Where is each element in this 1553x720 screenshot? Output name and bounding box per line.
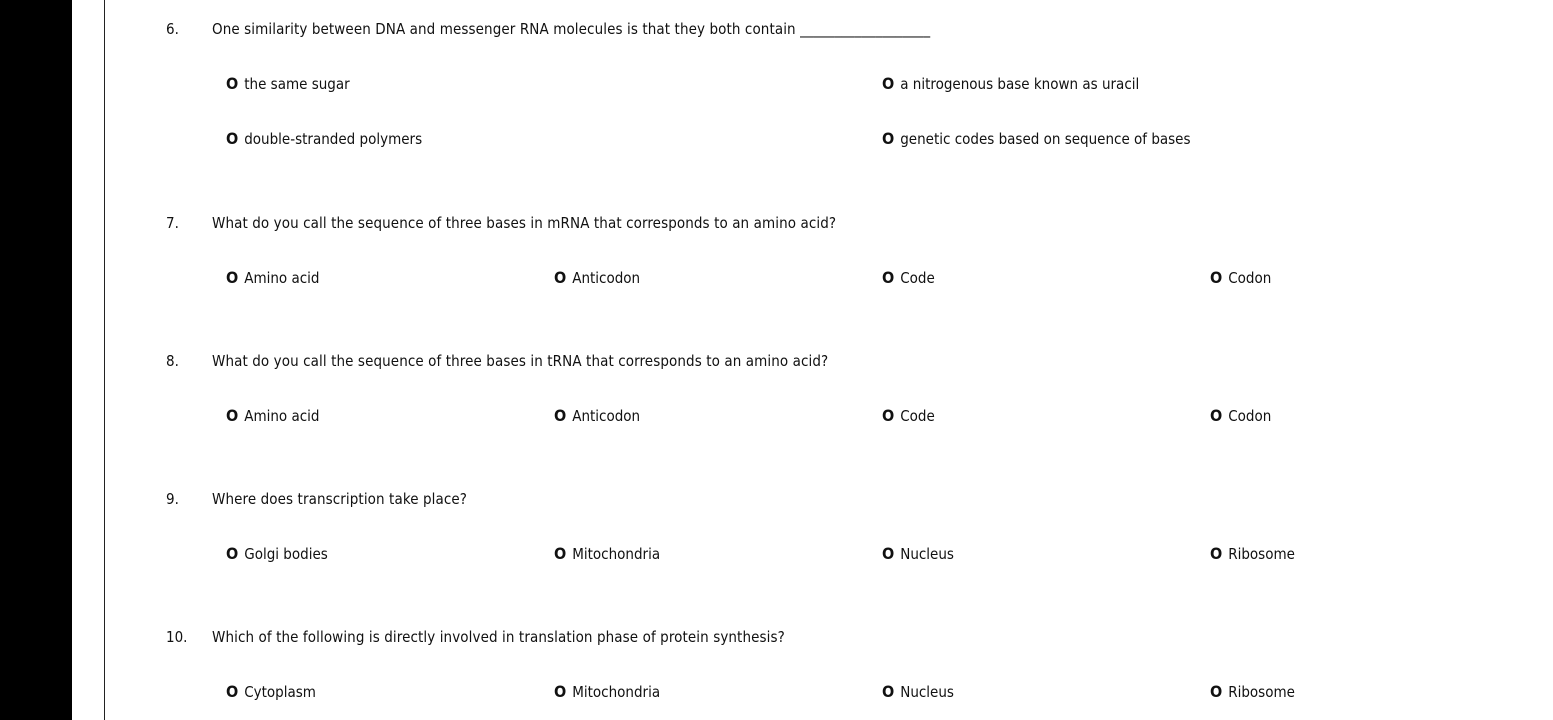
answer-option-a[interactable] xyxy=(226,268,319,288)
answer-label: Codon xyxy=(1228,407,1272,425)
answer-bubble[interactable]: O xyxy=(554,544,567,563)
answer-option-b[interactable] xyxy=(554,544,660,564)
answer-option-b[interactable] xyxy=(882,74,1139,94)
answer-option-b[interactable] xyxy=(554,406,640,426)
answer-label: Mitochondria xyxy=(572,683,661,701)
answer-label: Ribosome xyxy=(1228,545,1295,563)
answer-bubble[interactable]: O xyxy=(1210,544,1223,563)
answer-label: Ribosome xyxy=(1228,683,1295,701)
answer-option-a[interactable] xyxy=(226,682,316,702)
answer-bubble[interactable]: O xyxy=(554,682,567,701)
answer-option-a[interactable] xyxy=(226,74,350,94)
answer-bubble[interactable]: O xyxy=(226,682,239,701)
answer-label: Code xyxy=(900,407,935,425)
question-10 xyxy=(0,627,1553,720)
answer-option-c[interactable] xyxy=(226,129,422,149)
answer-option-c[interactable] xyxy=(882,544,954,564)
answer-option-a[interactable] xyxy=(226,544,328,564)
answer-bubble[interactable]: O xyxy=(882,268,895,287)
question-text: One similarity between DNA and messenger RNA molecules is that they both contain ___________________ xyxy=(212,20,931,38)
answer-bubble[interactable]: O xyxy=(226,129,239,148)
answer-option-a[interactable] xyxy=(226,406,319,426)
answer-bubble[interactable]: O xyxy=(1210,406,1223,425)
question-6 xyxy=(0,19,1553,148)
answer-label: double-stranded polymers xyxy=(244,130,423,148)
answer-label: Cytoplasm xyxy=(244,683,316,701)
answer-label: Mitochondria xyxy=(572,545,661,563)
answer-bubble[interactable]: O xyxy=(882,406,895,425)
question-number: 6. xyxy=(166,20,179,38)
answer-label: Anticodon xyxy=(572,269,641,287)
answer-label: genetic codes based on sequence of bases xyxy=(900,130,1191,148)
answer-bubble[interactable]: O xyxy=(882,682,895,701)
answer-label: Code xyxy=(900,269,935,287)
answer-option-d[interactable] xyxy=(1210,268,1271,288)
answer-option-d[interactable] xyxy=(882,129,1191,149)
answer-option-c[interactable] xyxy=(882,268,935,288)
answer-bubble[interactable]: O xyxy=(882,129,895,148)
question-number: 10. xyxy=(166,628,188,646)
question-text: What do you call the sequence of three bases in mRNA that corresponds to an amino acid? xyxy=(212,214,837,232)
answer-bubble[interactable]: O xyxy=(1210,268,1223,287)
question-text: Where does transcription take place? xyxy=(212,490,468,508)
answer-bubble[interactable]: O xyxy=(554,268,567,287)
answer-option-c[interactable] xyxy=(882,406,935,426)
answer-label: Nucleus xyxy=(900,683,954,701)
answer-bubble[interactable]: O xyxy=(1210,682,1223,701)
answer-bubble[interactable]: O xyxy=(226,544,239,563)
answer-option-b[interactable] xyxy=(554,682,660,702)
answer-label: Golgi bodies xyxy=(244,545,328,563)
answer-label: Nucleus xyxy=(900,545,954,563)
question-7 xyxy=(0,213,1553,323)
answer-label: a nitrogenous base known as uracil xyxy=(900,75,1140,93)
question-number: 9. xyxy=(166,490,179,508)
answer-option-d[interactable] xyxy=(1210,406,1271,426)
answer-bubble[interactable]: O xyxy=(882,544,895,563)
answer-option-d[interactable] xyxy=(1210,682,1295,702)
answer-bubble[interactable]: O xyxy=(226,268,239,287)
question-text: Which of the following is directly involved in translation phase of protein synthesis? xyxy=(212,628,785,646)
answer-label: Anticodon xyxy=(572,407,641,425)
answer-label: Amino acid xyxy=(244,407,320,425)
answer-bubble[interactable]: O xyxy=(554,406,567,425)
answer-bubble[interactable]: O xyxy=(882,74,895,93)
question-number: 7. xyxy=(166,214,179,232)
answer-label: Codon xyxy=(1228,269,1272,287)
answer-bubble[interactable]: O xyxy=(226,74,239,93)
answer-option-b[interactable] xyxy=(554,268,640,288)
answer-label: the same sugar xyxy=(244,75,350,93)
answer-option-d[interactable] xyxy=(1210,544,1295,564)
answer-bubble[interactable]: O xyxy=(226,406,239,425)
answer-label: Amino acid xyxy=(244,269,320,287)
question-number: 8. xyxy=(166,352,179,370)
question-9 xyxy=(0,489,1553,599)
question-8 xyxy=(0,351,1553,461)
answer-option-c[interactable] xyxy=(882,682,954,702)
question-text: What do you call the sequence of three bases in tRNA that corresponds to an amino acid? xyxy=(212,352,829,370)
